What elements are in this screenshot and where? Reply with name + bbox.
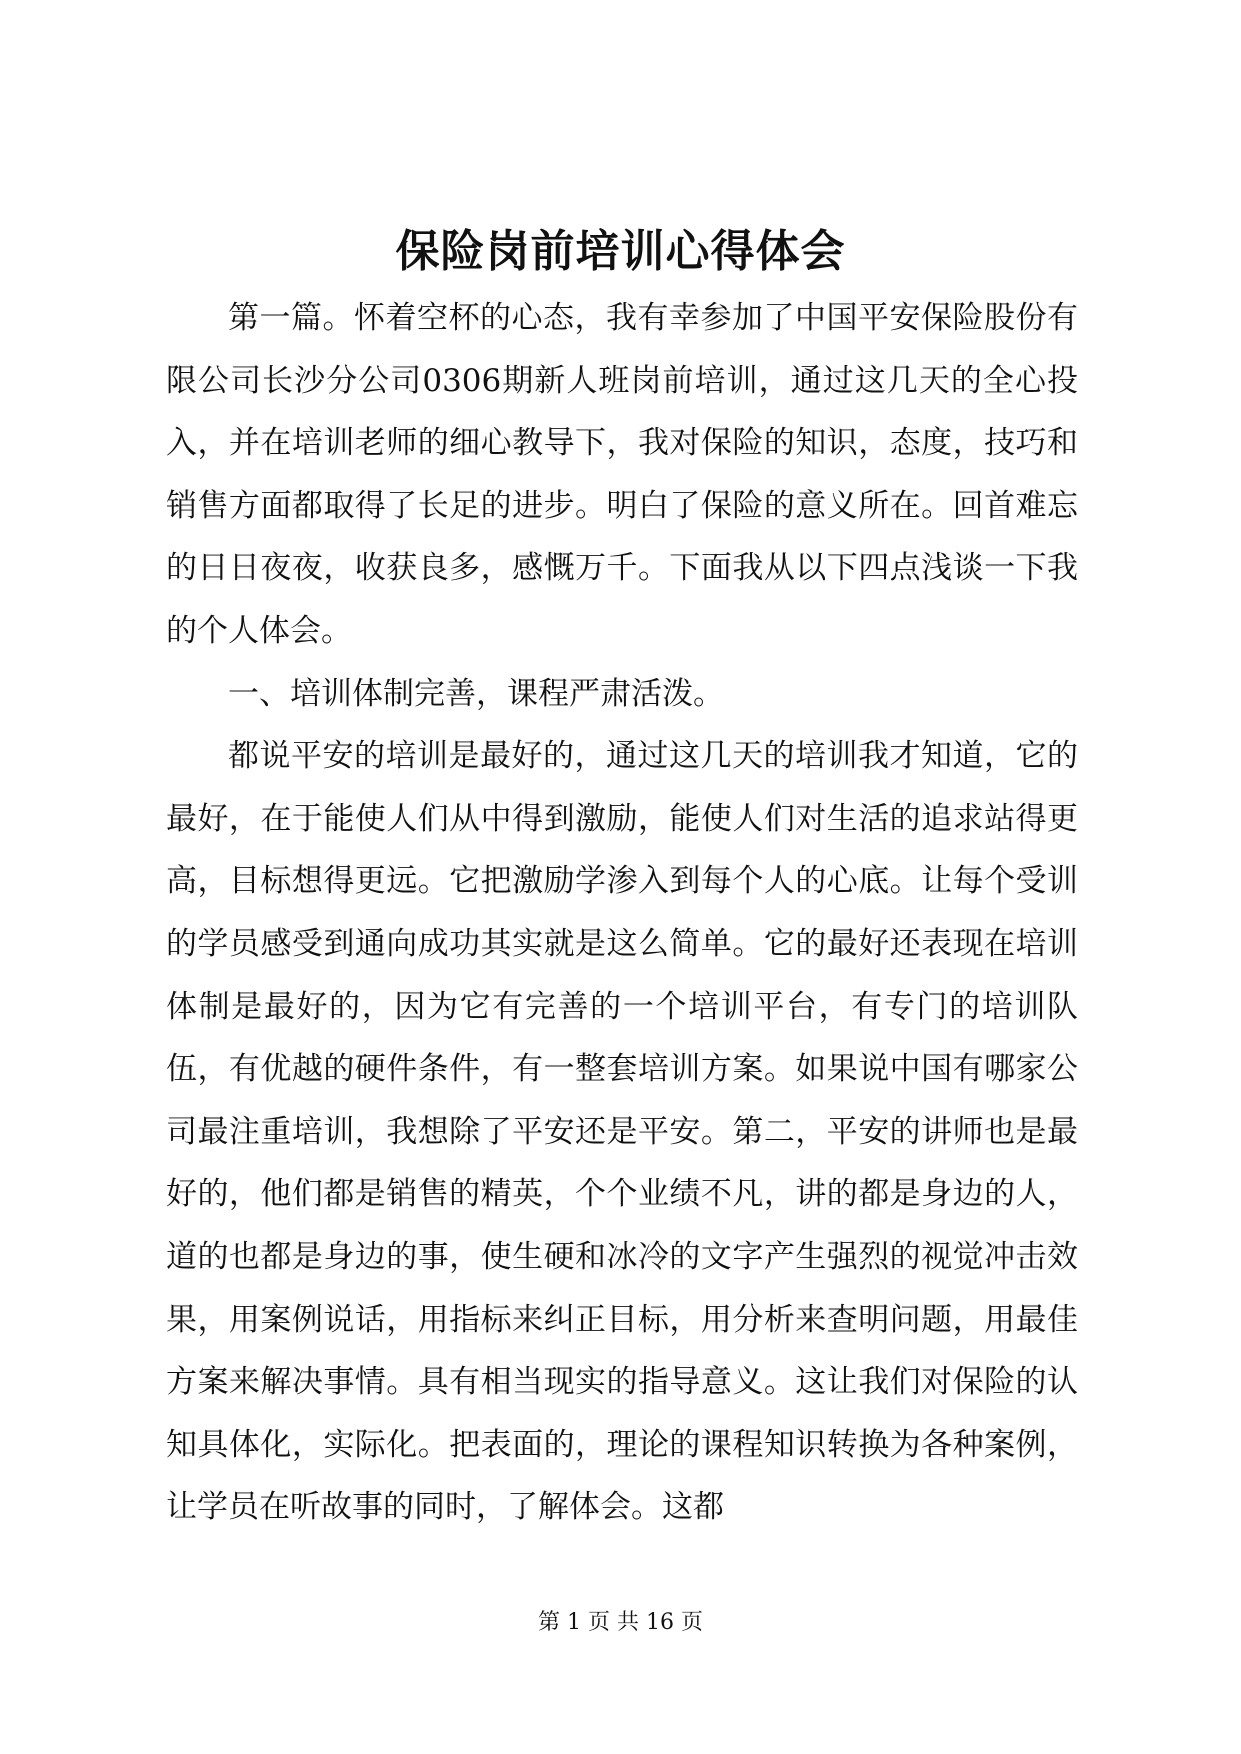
section-heading-1: 一、培训体制完善，课程严肃活泼。 (228, 675, 724, 712)
document-body (166, 287, 1078, 1539)
paragraph-training: 都说平安的培训是最好的，通过这几天的培训我才知道，它的最好，在于能使人们从中得到激励，能使人们对生活的追求站得更高，目标想得更远。它把激励学渗入到每个人的心底。让每个受训的学员感受到通向成功其实就是这么简单。它的最好还表现在培训体制是最好的，因为它有完善的一个培训平台，有专门的培训队伍，有优越的硬件条件，有一整套培训方案。如果说中国有哪家公司最注重培训，我想除了平安还是平安。第二，平安的讲师也是最好的，他们都是销售的精英，个个业绩不凡，讲的都是身边的人，道的也都是身边的事，使生硬和冰冷的文字产生强烈的视觉冲击效果，用案例说话，用指标来纠正目标，用分析来查明问题，用最佳方案来解决事情。具有相当现实的指导意义。这让我们对保险的认知具体化，实际化。把表面的，理论的课程知识转换为各种案例，让学员在听故事的同时，了解体会。这都 (166, 738, 1078, 1526)
document-title: 保险岗前培训心得体会 (395, 226, 846, 277)
page-footer: 第 1 页 共 16 页 (538, 1610, 703, 1635)
paragraph-intro: 第一篇。怀着空杯的心态，我有幸参加了中国平安保险股份有限公司长沙分公司0306期新人班岗前培训，通过这几天的全心投入，并在培训老师的细心教导下，我对保险的知识，态度，技巧和销售方面都取得了长足的进步。明白了保险的意义所在。回首难忘的日日夜夜，收获良多，感慨万千。下面我从以下四点浅谈一下我的个人体会。 (166, 300, 1078, 649)
